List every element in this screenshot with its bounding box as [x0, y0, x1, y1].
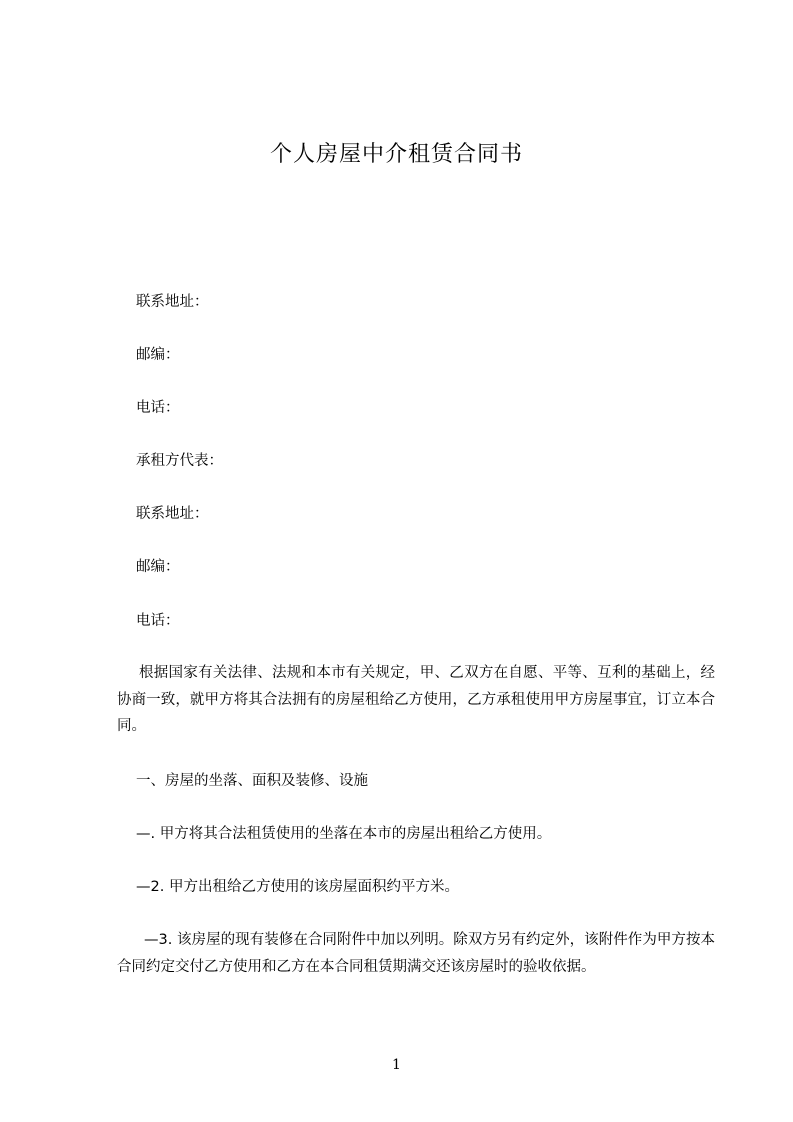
contact-address-label: 联系地址：: [136, 294, 209, 310]
clause-1: —. 甲方将其合法租赁使用的坐落在本市的房屋出租给乙方使用。: [136, 826, 552, 842]
tenant-contact-address-label: 联系地址：: [136, 506, 209, 522]
phone-label: 电话：: [136, 400, 180, 416]
section-heading: 一、房屋的坐落、面积及装修、设施: [136, 773, 368, 789]
tenant-phone-label: 电话：: [136, 613, 180, 629]
intro-paragraph: 根据国家有关法律、法规和本市有关规定，甲、乙双方在自愿、平等、互利的基础上，经协商一致，就甲方将其合法拥有的房屋租给乙方使用，乙方承租使用甲方房屋事宜，订立本合同。: [117, 665, 715, 734]
document-title: 个人房屋中介租赁合同书: [269, 142, 523, 167]
page-number: 1: [392, 1057, 401, 1073]
postal-code-label: 邮编：: [136, 347, 180, 363]
clause-2: —2. 甲方出租给乙方使用的该房屋面积约平方米。: [136, 879, 459, 895]
tenant-postal-code-label: 邮编：: [136, 559, 180, 575]
tenant-representative-label: 承租方代表：: [136, 453, 223, 469]
clause-3: —3. 该房屋的现有装修在合同附件中加以列明。除双方另有约定外，该附件作为甲方按本合同约定交付乙方使用和乙方在本合同租赁期满交还该房屋时的验收依据。: [117, 932, 715, 975]
